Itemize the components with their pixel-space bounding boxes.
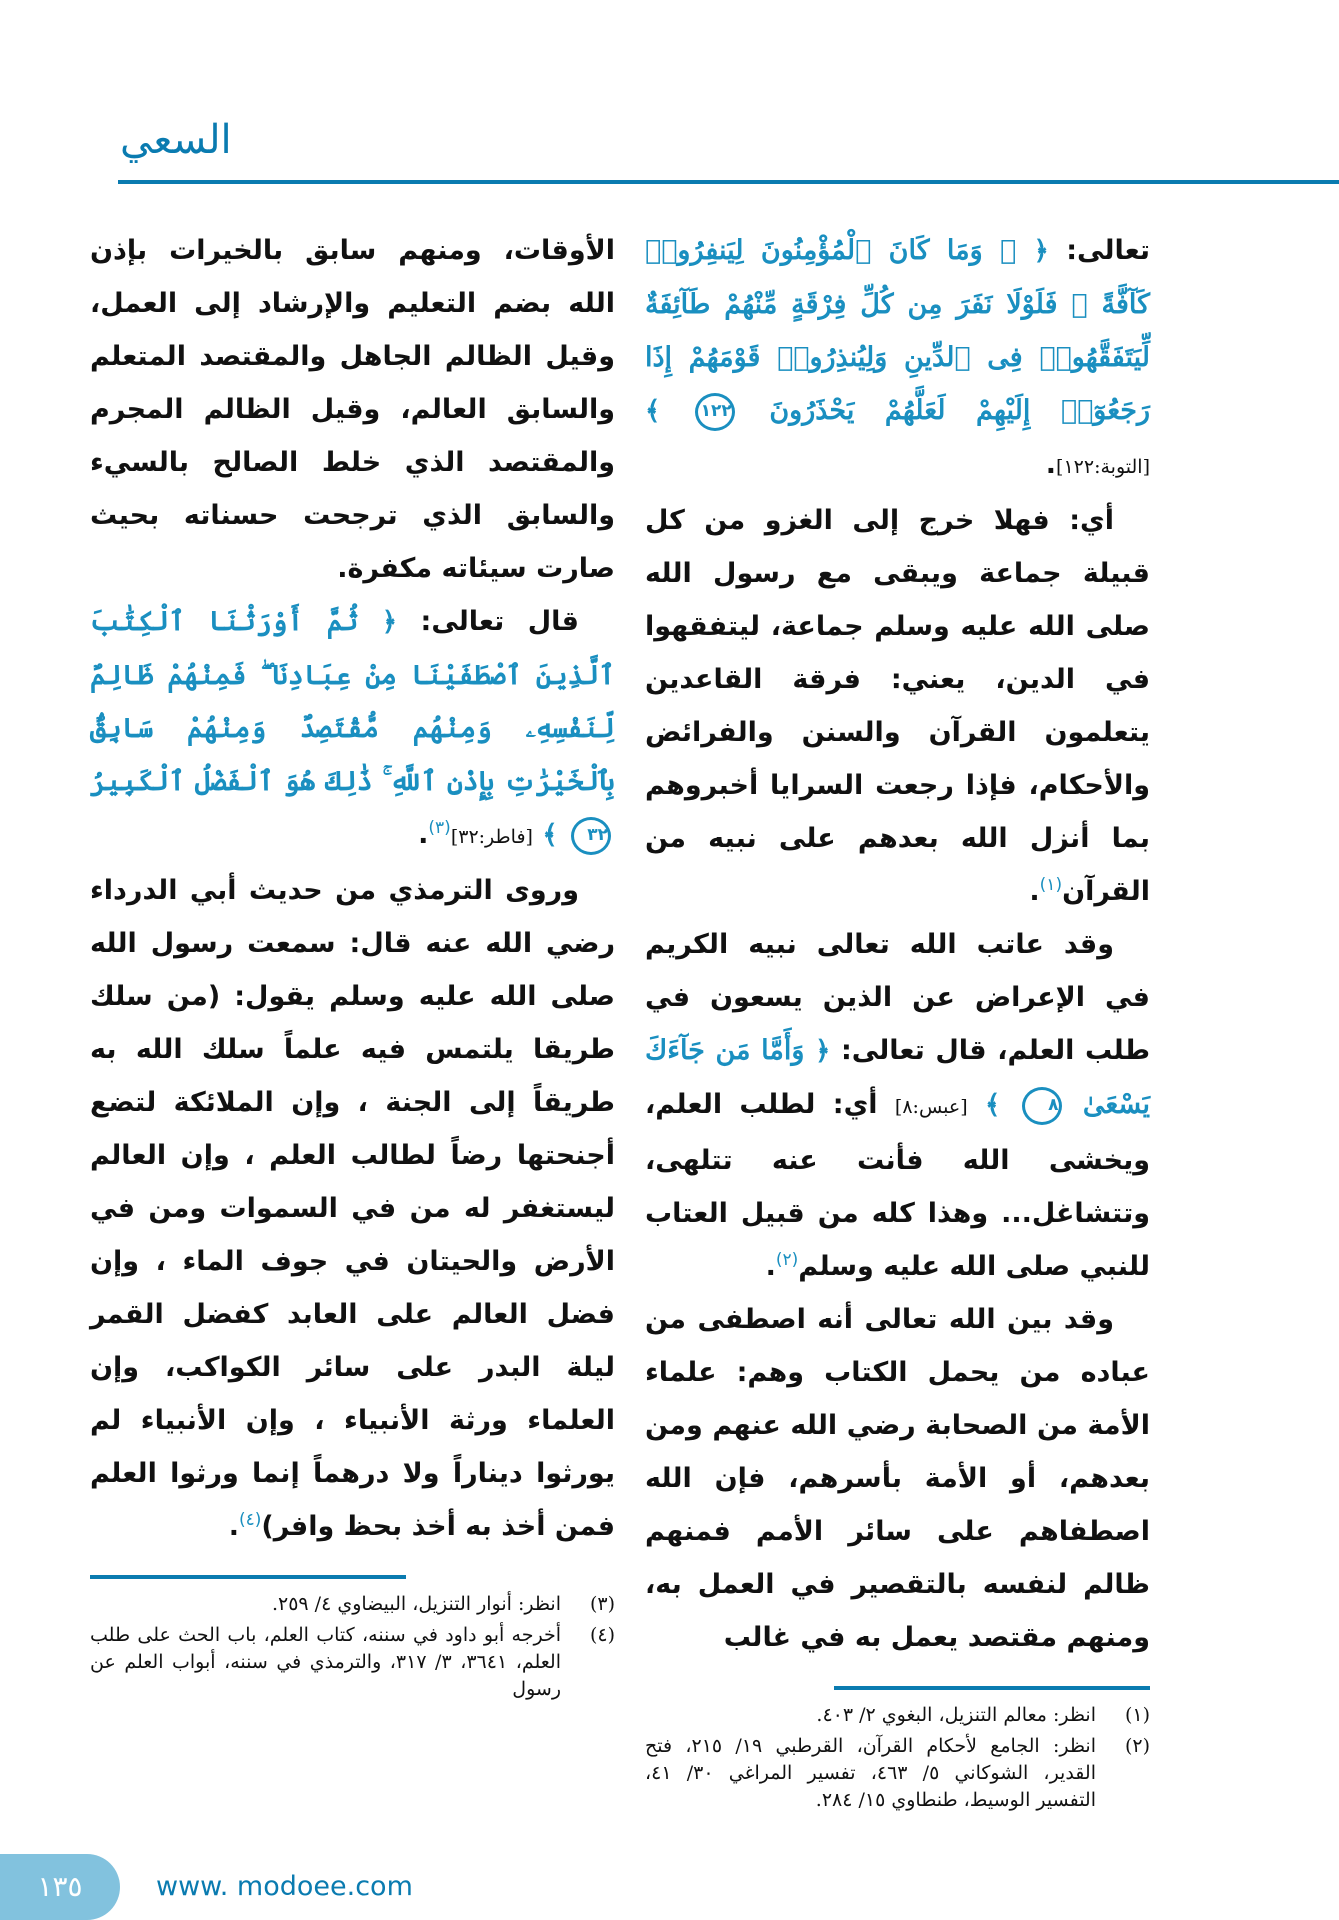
quran-open-ornament-icon: ﴿ [381,607,398,637]
paragraph-text: وقد عاتب الله تعالى نبيه الكريم في الإعراض عن الذين يسعون في طلب العلم، قال تعالى: [645,929,1151,1066]
verse-reference: [فاطر:٣٢] [450,826,533,848]
paragraph-text: أي: لطلب العلم، ويخشى الله فأنت عنه تتلهى، وتتشاغل... وهذا كله من قبيل العتاب للنبي صلى الله عليه وسلم [645,1089,1150,1282]
lead-text: قال تعالى: [420,606,579,637]
period: . [765,1251,776,1282]
quran-close-ornament-icon: ﴾ [645,396,661,426]
paragraph-text: أي: فهلا خرج إلى الغزو من كل قبيلة جماعة ويبقى مع رسول الله صلى الله عليه وسلم جماعة، ليتفقهوا في الدين، يعني: فرقة القاعدين يتعلمون القرآن والسنن والفرائض والأحكام، فإذا رجعت السرايا أخبروهم بما أنزل الله بعدهم على نبيه من القرآن [645,505,1150,907]
footnote-divider [834,1686,1150,1690]
paragraph-text: وقد بين الله تعالى أنه اصطفى من عباده من يحمل الكتاب وهم: علماء الأمة من الصحابة رضي الله عنهم ومن بعدهم، أو الأمة بأسرهم، فإن الله اصطفاهم على سائر الأمم فمنهم ظالم لنفسه بالتقصير في العمل به، ومنهم مقتصد يعمل به في غالب [645,1304,1150,1653]
header-divider [118,180,1339,184]
footnote-text: انظر: معالم التنزيل، البغوي ٢/ ٤٠٣. [816,1704,1096,1726]
period: . [1029,876,1040,907]
footnote-ref[interactable]: (٤) [239,1510,262,1530]
footnote-number: (١) [1124,1704,1150,1726]
footnote-text: انظر: الجامع لأحكام القرآن، القرطبي ١٩/ ٢١٥، فتح القدير، الشوكاني ٥/ ٤٦٣، تفسير المراغي ٣٠/ ٤١، التفسير الوسيط، طنطاوي ١٥/ ٢٨٤. [645,1735,1096,1811]
ayah-number-marker: ١٢٢ [695,393,735,431]
footnote-divider [90,1575,406,1579]
quran-verse: وَأَمَّا مَن جَآءَكَ يَسْعَىٰ [645,1035,1151,1120]
footnote-ref[interactable]: (٣) [428,818,451,838]
paragraph [645,494,1150,918]
paragraph [645,224,1150,494]
right-column [645,224,1150,1818]
paragraph [90,224,615,595]
paragraph [90,595,615,864]
lead-text: تعالى: [1066,235,1150,266]
footnote [90,1591,615,1618]
quran-open-ornament-icon: ﴿ [1033,236,1049,266]
page-footer [0,1854,1339,1920]
quran-close-ornament-icon: ﴾ [542,820,558,850]
verse-reference: [التوبة:١٢٢] [1056,456,1150,478]
paragraph-text: الأوقات، ومنهم سابق بالخيرات بإذن الله بضم التعليم والإرشاد إلى العمل، وقيل الظالم الجاهل والمقتصد المتعلم والسابق العالم، وقيل الظالم المجرم والمقتصد الذي خلط الصالح بالسيء والسابق الذي ترجحت حسناته بحيث صارت سيئاته مكفرة. [90,235,615,584]
quran-verse: ۞ وَمَا كَانَ ٱلْمُؤْمِنُونَ لِيَنفِرُوا۟ كَآفَّةً ۚ فَلَوْلَا نَفَرَ مِن كُلِّ فِرْقَةٍ مِّنْهُمْ طَآئِفَةٌ لِّيَتَفَقَّهُوا۟ فِى ٱلدِّينِ وَلِيُنذِرُوا۟ قَوْمَهُمْ إِذَا رَجَعُوٓا۟ إِلَيْهِمْ لَعَلَّهُمْ يَحْذَرُونَ [645,235,1150,426]
quran-open-ornament-icon: ﴿ [815,1036,831,1066]
paragraph [645,918,1150,1293]
paragraph-text: وروى الترمذي من حديث أبي الدرداء رضي الله عنه قال: سمعت رسول الله صلى الله عليه وسلم يقول: (من سلك طريقا يلتمس فيه علماً سلك الله به طريقاً إلى الجنة ، وإن الملائكة لتضع أجنحتها رضاً لطالب العلم ، وإن العالم ليستغفر له من في السموات ومن في الأرض والحيتان في جوف الماء ، وإن فضل العالم على العابد كفضل القمر ليلة البدر على سائر الكواكب، وإن العلماء ورثة الأنبياء ، وإن الأنبياء لم يورثوا ديناراً ولا درهماً إنما ورثوا العلم فمن أخذ به أخذ بحظ وافر) [90,875,615,1542]
verse-reference: [عبس:٨] [894,1096,968,1118]
left-column [90,224,615,1707]
footnote-text: أخرجه أبو داود في سننه، كتاب العلم، باب الحث على طلب العلم، ٣٦٤١، ٣/ ٣١٧، والترمذي في سننه، أبواب العلم عن رسول [90,1624,561,1700]
period: . [1045,449,1057,480]
page-number-badge: ١٣٥ [0,1854,120,1920]
footnote-ref[interactable]: (١) [1039,875,1063,895]
ayah-number-marker: ٨ [1022,1087,1062,1125]
footnote-ref[interactable]: (٢) [775,1250,799,1270]
footnotes-left [90,1591,615,1707]
footnotes-right [645,1702,1150,1818]
ayah-number-marker: ٣٢ [571,817,611,855]
paragraph [645,1293,1150,1664]
quran-close-ornament-icon: ﴾ [984,1090,1001,1120]
footnote [645,1733,1150,1814]
period: . [228,1511,239,1542]
footnote-number: (٢) [1124,1735,1150,1757]
footnote [90,1622,615,1703]
period: . [418,819,429,850]
footnote-text: انظر: أنوار التنزيل، البيضاوي ٤/ ٢٥٩. [271,1593,561,1615]
page-header [118,112,1339,184]
site-url-link[interactable]: www. modoee.com [156,1871,413,1902]
footnote-number: (٣) [589,1593,615,1615]
text-columns [90,224,1150,1818]
footnote-number: (٤) [589,1624,615,1646]
footnote [645,1702,1150,1729]
paragraph [90,864,615,1553]
section-title: السعي [120,117,232,163]
quran-verse: ثُمَّ أَوْرَثْنَا ٱلْكِتَٰبَ ٱلَّذِينَ ٱصْطَفَيْنَا مِنْ عِبَادِنَا ۖ فَمِنْهُمْ ظَالِمٌ لِّنَفْسِهِۦ وَمِنْهُم مُّقْتَصِدٌ وَمِنْهُمْ سَابِقٌۢ بِٱلْخَيْرَٰتِ بِإِذْنِ ٱللَّهِ ۚ ذَٰلِكَ هُوَ ٱلْفَضْلُ ٱلْكَبِيرُ [90,606,615,797]
